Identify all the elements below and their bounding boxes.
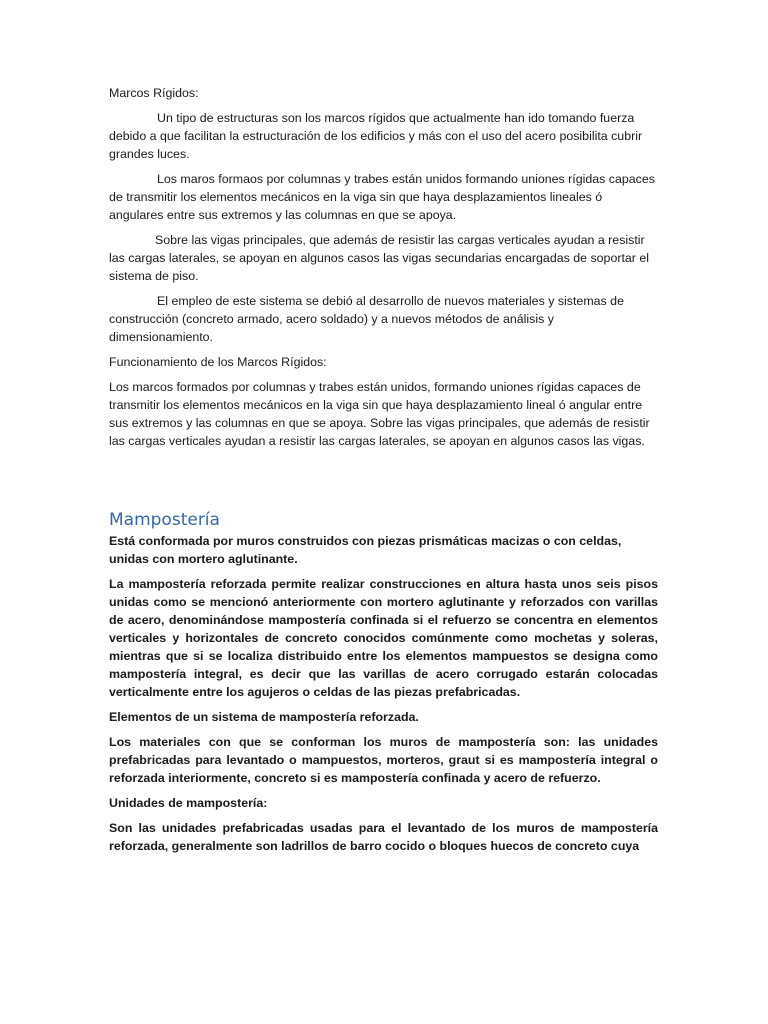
mamposteria-paragraph-3: Los materiales con que se conforman los muros de mampostería son: las unidades prefabricadas para levantado o mampuestos, morteros, graut si es mampostería integral o reforzada interiormente, concreto si es mampostería confinada y acero de refuerzo.	[109, 735, 658, 785]
marcos-paragraph-1: Un tipo de estructuras son los marcos rígidos que actualmente han ido tomando fuerza debido a que facilitan la estructuración de los edificios y más con el uso del acero posibilita cubrir grandes luces.	[109, 111, 643, 161]
funcionamiento-heading: Funcionamiento de los Marcos Rígidos:	[109, 355, 327, 369]
mamposteria-title: Mampostería	[109, 510, 220, 530]
marcos-paragraph-2: Los maros formaos por columnas y trabes están unidos formando uniones rígidas capaces de transmitir los elementos mecánicos en la viga sin que haya desplazamientos lineales ó angulares entre sus extremos y las columnas en que se apoya.	[109, 172, 655, 222]
unidades-heading: Unidades de mampostería:	[109, 796, 268, 810]
marcos-paragraph-4: El empleo de este sistema se debió al desarrollo de nuevos materiales y sistemas de construcción (concreto armado, acero soldado) y a nuevos métodos de análisis y dimensionamiento.	[109, 294, 624, 344]
mamposteria-paragraph-1: Está conformada por muros construidos con piezas prismáticas macizas o con celdas, unidas con mortero aglutinante.	[109, 534, 622, 566]
document-page	[109, 84, 658, 862]
mamposteria-paragraph-4: Son las unidades prefabricadas usadas para el levantado de los muros de mampostería reforzada, generalmente son ladrillos de barro cocido o bloques huecos de concreto cuya	[109, 821, 658, 853]
marcos-paragraph-3: Sobre las vigas principales, que además de resistir las cargas verticales ayudan a resistir las cargas laterales, se apoyan en algunos casos las vigas secundarias encargadas de soportar el sistema de piso.	[109, 233, 650, 283]
marcos-heading: Marcos Rígidos:	[109, 86, 199, 100]
funcionamiento-paragraph: Los marcos formados por columnas y trabes están unidos, formando uniones rígidas capaces de transmitir los elementos mecánicos en la viga sin que haya desplazamiento lineal ó angular entre sus extremos y las columnas en que se apoya. Sobre las vigas principales, que además de resistir las cargas verticales ayudan a resistir las cargas laterales, se apoyan en algunos casos las vigas.	[109, 380, 650, 448]
mamposteria-paragraph-2: La mampostería reforzada permite realizar construcciones en altura hasta unos seis pisos unidas como se mencionó anteriormente con mortero aglutinante y reforzados con varillas de acero, denominándose mampostería confinada si el refuerzo se concentra en elementos verticales y horizontales de concreto conocidos comúnmente como mochetas y soleras, mientras que si se localiza distribuido entre los elementos mampuestos se designa como mampostería integral, es decir que las varillas de acero corrugado estarán colocadas verticalmente entre los agujeros o celdas de las piezas prefabricadas.	[109, 577, 658, 699]
elementos-heading: Elementos de un sistema de mampostería reforzada.	[109, 710, 419, 724]
section-spacer	[109, 457, 658, 509]
